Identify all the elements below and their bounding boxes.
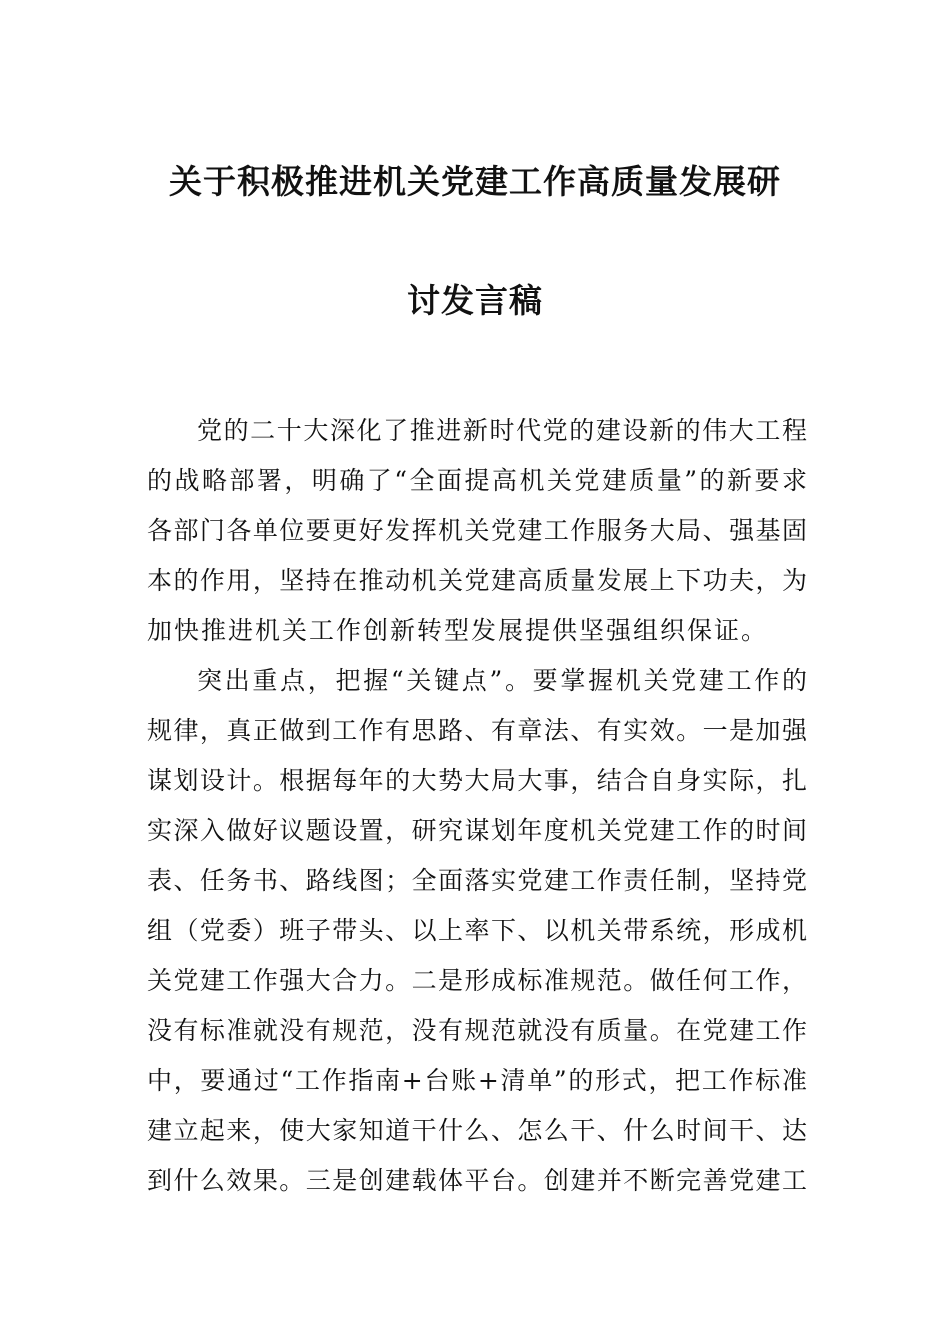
paragraph-1-line-2: 的战略部署，明确了“全面提高机关党建质量”的新要求	[147, 466, 807, 495]
paragraph-1-line-3: 各部门各单位要更好发挥机关党建工作服务大局、强基固	[147, 516, 807, 545]
paragraph-2-line-11: 到什么效果。三是创建载体平台。创建并不断完善党建工	[147, 1166, 807, 1195]
paragraph-1-line-1: 党的二十大深化了推进新时代党的建设新的伟大工程	[197, 416, 807, 445]
paragraph-2-line-5: 表、任务书、路线图；全面落实党建工作责任制，坚持党	[147, 866, 807, 895]
paragraph-2-line-10: 建立起来，使大家知道干什么、怎么干、什么时间干、达	[147, 1116, 807, 1145]
paragraph-2-line-4: 实深入做好议题设置，研究谋划年度机关党建工作的时间	[147, 816, 807, 845]
document-title-line-1: 关于积极推进机关党建工作高质量发展研	[169, 162, 781, 201]
paragraph-2-line-1: 突出重点，把握“关键点”。要掌握机关党建工作的	[197, 666, 807, 695]
paragraph-2-line-8: 没有标准就没有规范，没有规范就没有质量。在党建工作	[147, 1016, 807, 1045]
paragraph-2-line-7: 关党建工作强大合力。二是形成标准规范。做任何工作，	[147, 966, 807, 995]
paragraph-2-line-6: 组（党委）班子带头、以上率下、以机关带系统，形成机	[147, 916, 807, 945]
paragraph-1-line-5: 加快推进机关工作创新转型发展提供坚强组织保证。	[147, 616, 769, 645]
paragraph-2-line-9: 中，要通过“工作指南+台账+清单”的形式，把工作标准	[147, 1066, 807, 1095]
document-title-line-2: 讨发言稿	[407, 281, 543, 320]
document-body	[147, 410, 807, 1210]
paragraph-1-line-4: 本的作用，坚持在推动机关党建高质量发展上下功夫，为	[147, 566, 807, 595]
paragraph-2-line-2: 规律，真正做到工作有思路、有章法、有实效。一是加强	[147, 716, 807, 745]
paragraph-2-line-3: 谋划设计。根据每年的大势大局大事，结合自身实际，扎	[147, 766, 807, 795]
